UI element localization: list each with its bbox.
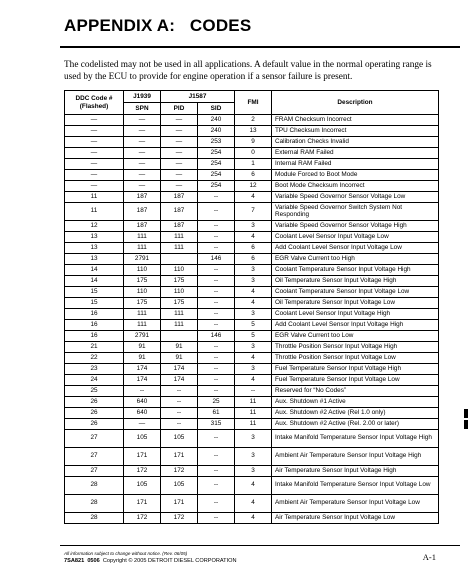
sid-cell: 25 <box>198 397 235 408</box>
ddc-cell: 15 <box>65 287 124 298</box>
description-cell: EGR Valve Current too Low <box>272 331 439 342</box>
description-cell: Calibration Checks Invalid <box>272 137 439 148</box>
description-cell: Throttle Position Sensor Input Voltage Low <box>272 353 439 364</box>
fmi-cell: 4 <box>235 287 272 298</box>
ddc-cell: 14 <box>65 276 124 287</box>
sid-cell: -- <box>198 320 235 331</box>
pid-cell: 187 <box>161 192 198 203</box>
sid-cell: -- <box>198 243 235 254</box>
codes-table <box>64 90 439 524</box>
description-cell: Module Forced to Boot Mode <box>272 170 439 181</box>
description-cell: Fuel Temperature Sensor Input Voltage High <box>272 364 439 375</box>
footnote: All information subject to change without notice. (Rev. 06/05) <box>64 551 188 556</box>
description-cell: Intake Manifold Temperature Sensor Input Voltage High <box>272 430 439 448</box>
pid-cell: 175 <box>161 276 198 287</box>
fmi-cell: 3 <box>235 448 272 466</box>
pid-cell: — <box>161 181 198 192</box>
ddc-cell: 27 <box>65 466 124 477</box>
table-row <box>65 419 439 430</box>
pid-cell: 91 <box>161 342 198 353</box>
header-ddc-code <box>65 91 124 115</box>
sid-cell: -- <box>198 448 235 466</box>
fmi-cell: 3 <box>235 342 272 353</box>
sid-cell: -- <box>198 265 235 276</box>
spn-cell: -- <box>124 386 161 397</box>
spn-cell: 171 <box>124 495 161 513</box>
description-cell: Aux. Shutdown #1 Active <box>272 397 439 408</box>
page-title <box>64 16 251 36</box>
spn-cell: 171 <box>124 448 161 466</box>
table-row <box>65 243 439 254</box>
spn-cell: 105 <box>124 477 161 495</box>
sid-cell: -- <box>198 466 235 477</box>
fmi-cell: 4 <box>235 353 272 364</box>
pid-cell: 171 <box>161 495 198 513</box>
ddc-cell: 26 <box>65 408 124 419</box>
spn-cell: 91 <box>124 353 161 364</box>
ddc-cell: 12 <box>65 221 124 232</box>
ddc-cell: — <box>65 137 124 148</box>
sid-cell: -- <box>198 192 235 203</box>
description-cell: Coolant Level Sensor Input Voltage Low <box>272 232 439 243</box>
sid-cell: 240 <box>198 126 235 137</box>
pid-cell: 110 <box>161 265 198 276</box>
header-description: Description <box>272 91 439 115</box>
header-sid: SID <box>198 103 235 115</box>
spn-cell: 110 <box>124 265 161 276</box>
header-ddc-line1: DDC Code # <box>75 95 113 102</box>
fmi-cell: 3 <box>235 265 272 276</box>
table-row <box>65 495 439 513</box>
sid-cell: -- <box>198 495 235 513</box>
ddc-cell: 26 <box>65 419 124 430</box>
fmi-cell: 1 <box>235 159 272 170</box>
table-row <box>65 126 439 137</box>
ddc-cell: 23 <box>65 364 124 375</box>
table-row <box>65 181 439 192</box>
fmi-cell: 3 <box>235 466 272 477</box>
description-cell: External RAM Failed <box>272 148 439 159</box>
sid-cell: -- <box>198 513 235 524</box>
spn-cell: 640 <box>124 397 161 408</box>
description-cell: Variable Speed Governor Switch System Not Responding <box>272 203 439 221</box>
description-cell: TPU Checksum Incorrect <box>272 126 439 137</box>
fmi-cell: 6 <box>235 243 272 254</box>
sid-cell: -- <box>198 287 235 298</box>
sid-cell: 254 <box>198 148 235 159</box>
description-cell: Internal RAM Failed <box>272 159 439 170</box>
ddc-cell: — <box>65 159 124 170</box>
header-j1939: J1939 <box>124 91 161 103</box>
ddc-cell: 13 <box>65 232 124 243</box>
table-row <box>65 513 439 524</box>
fmi-cell: 9 <box>235 137 272 148</box>
sid-cell: -- <box>198 430 235 448</box>
pid-cell <box>161 331 198 342</box>
sid-cell: 315 <box>198 419 235 430</box>
pid-cell: — <box>161 159 198 170</box>
spn-cell: — <box>124 115 161 126</box>
spn-cell: — <box>124 126 161 137</box>
spn-cell: 111 <box>124 320 161 331</box>
spn-cell: 175 <box>124 298 161 309</box>
spn-cell: — <box>124 170 161 181</box>
sid-cell: -- <box>198 375 235 386</box>
ddc-cell: 27 <box>65 448 124 466</box>
sid-cell: 253 <box>198 137 235 148</box>
fmi-cell: 11 <box>235 408 272 419</box>
fmi-cell: 13 <box>235 126 272 137</box>
fmi-cell: 4 <box>235 477 272 495</box>
header-j1587: J1587 <box>161 91 235 103</box>
table-row <box>65 364 439 375</box>
description-cell: Add Coolant Level Sensor Input Voltage Low <box>272 243 439 254</box>
sid-cell: -- <box>198 203 235 221</box>
spn-cell: — <box>124 159 161 170</box>
ddc-cell: 21 <box>65 342 124 353</box>
pid-cell: 172 <box>161 513 198 524</box>
sid-cell: 254 <box>198 159 235 170</box>
appendix-subject: CODES <box>189 16 252 35</box>
ddc-cell: 24 <box>65 375 124 386</box>
pid-cell: -- <box>161 386 198 397</box>
description-cell: Air Temperature Sensor Input Voltage Low <box>272 513 439 524</box>
sid-cell: 254 <box>198 181 235 192</box>
ddc-cell: 11 <box>65 192 124 203</box>
table-row <box>65 276 439 287</box>
fmi-cell: 3 <box>235 430 272 448</box>
pid-cell: 175 <box>161 298 198 309</box>
sid-cell: -- <box>198 353 235 364</box>
spn-cell: 91 <box>124 342 161 353</box>
ddc-cell: 28 <box>65 513 124 524</box>
description-cell: EGR Valve Current too High <box>272 254 439 265</box>
description-cell: Aux. Shutdown #2 Active (Rel. 2.00 or later) <box>272 419 439 430</box>
description-cell: FRAM Checksum Incorrect <box>272 115 439 126</box>
pid-cell: — <box>161 148 198 159</box>
pid-cell: — <box>161 115 198 126</box>
ddc-cell: — <box>65 170 124 181</box>
ddc-cell: 16 <box>65 309 124 320</box>
description-cell: Variable Speed Governor Sensor Voltage High <box>272 221 439 232</box>
sid-cell: -- <box>198 309 235 320</box>
ddc-cell: — <box>65 115 124 126</box>
appendix-title: APPENDIX A: <box>64 16 176 35</box>
pid-cell: -- <box>161 419 198 430</box>
ddc-cell: 16 <box>65 331 124 342</box>
description-cell: Aux. Shutdown #2 Active (Rel 1.0 only) <box>272 408 439 419</box>
fmi-cell: 3 <box>235 309 272 320</box>
pid-cell: 111 <box>161 232 198 243</box>
pid-cell: 105 <box>161 477 198 495</box>
sid-cell: -- <box>198 342 235 353</box>
document-line <box>64 558 237 564</box>
header-pid: PID <box>161 103 198 115</box>
table-row <box>65 320 439 331</box>
spn-cell: 111 <box>124 232 161 243</box>
table-row <box>65 448 439 466</box>
fmi-cell: 3 <box>235 221 272 232</box>
sid-cell: -- <box>198 477 235 495</box>
description-cell: Ambient Air Temperature Sensor Input Voltage High <box>272 448 439 466</box>
table-row <box>65 221 439 232</box>
pid-cell: 91 <box>161 353 198 364</box>
ddc-cell: 14 <box>65 265 124 276</box>
table-row <box>65 148 439 159</box>
pid-cell: -- <box>161 408 198 419</box>
ddc-cell: 28 <box>65 495 124 513</box>
table-row <box>65 192 439 203</box>
fmi-cell: 11 <box>235 419 272 430</box>
spn-cell: 110 <box>124 287 161 298</box>
pid-cell: 174 <box>161 364 198 375</box>
fmi-cell: 4 <box>235 495 272 513</box>
table-row <box>65 477 439 495</box>
header-fmi: FMI <box>235 91 272 115</box>
fmi-cell: 0 <box>235 148 272 159</box>
sid-cell: -- <box>198 232 235 243</box>
header-spn: SPN <box>124 103 161 115</box>
ddc-cell: 16 <box>65 320 124 331</box>
spn-cell: 172 <box>124 466 161 477</box>
pid-cell: -- <box>161 397 198 408</box>
fmi-cell: 7 <box>235 203 272 221</box>
pid-cell: — <box>161 126 198 137</box>
pid-cell: 187 <box>161 203 198 221</box>
ddc-cell: 22 <box>65 353 124 364</box>
table-row <box>65 232 439 243</box>
spn-cell: 172 <box>124 513 161 524</box>
spn-cell: — <box>124 148 161 159</box>
table-row <box>65 287 439 298</box>
ddc-cell: — <box>65 126 124 137</box>
fmi-cell: 4 <box>235 192 272 203</box>
header-ddc-line2: (Flashed) <box>79 102 109 110</box>
fmi-cell: -- <box>235 386 272 397</box>
sid-cell: -- <box>198 364 235 375</box>
table-row <box>65 298 439 309</box>
fmi-cell: 5 <box>235 320 272 331</box>
pid-cell: 187 <box>161 221 198 232</box>
pid-cell: 171 <box>161 448 198 466</box>
sid-cell: 254 <box>198 170 235 181</box>
sid-cell: 146 <box>198 254 235 265</box>
fmi-cell: 11 <box>235 397 272 408</box>
table-row <box>65 342 439 353</box>
pid-cell: — <box>161 170 198 181</box>
pid-cell <box>161 254 198 265</box>
fmi-cell: 4 <box>235 513 272 524</box>
spn-cell: 111 <box>124 309 161 320</box>
fmi-cell: 3 <box>235 276 272 287</box>
ddc-cell: — <box>65 148 124 159</box>
table-row <box>65 203 439 221</box>
table-row <box>65 430 439 448</box>
table-row <box>65 159 439 170</box>
table-row <box>65 115 439 126</box>
fmi-cell: 6 <box>235 254 272 265</box>
spn-cell: 105 <box>124 430 161 448</box>
sid-cell: 61 <box>198 408 235 419</box>
fmi-cell: 12 <box>235 181 272 192</box>
spn-cell: 187 <box>124 192 161 203</box>
description-cell: Ambient Air Temperature Sensor Input Voltage Low <box>272 495 439 513</box>
pid-cell: 111 <box>161 309 198 320</box>
table-row <box>65 137 439 148</box>
description-cell: Throttle Position Sensor Input Voltage High <box>272 342 439 353</box>
sid-cell: -- <box>198 298 235 309</box>
sid-cell: -- <box>198 386 235 397</box>
fmi-cell: 3 <box>235 364 272 375</box>
table-row <box>65 466 439 477</box>
table-row <box>65 170 439 181</box>
table-row <box>65 353 439 364</box>
pid-cell: 172 <box>161 466 198 477</box>
spn-cell: 640 <box>124 408 161 419</box>
intro-paragraph: The codelisted may not be used in all applications. A default value in the normal operating range is used by the ECU to provide for engine operation if a sensor failure is present. <box>64 60 432 82</box>
description-cell: Variable Speed Governor Sensor Voltage Low <box>272 192 439 203</box>
ddc-cell: 13 <box>65 243 124 254</box>
spn-cell: 175 <box>124 276 161 287</box>
code-rows <box>65 115 439 524</box>
table-row <box>65 386 439 397</box>
copyright: Copyright © 2005 DETROIT DIESEL CORPORATION <box>102 558 237 564</box>
spn-cell: — <box>124 419 161 430</box>
footer-rule <box>60 545 460 546</box>
sid-cell: -- <box>198 221 235 232</box>
pid-cell: 105 <box>161 430 198 448</box>
ddc-cell: 11 <box>65 203 124 221</box>
page-number: A-1 <box>422 552 436 562</box>
description-cell: Oil Temperature Sensor Input Voltage High <box>272 276 439 287</box>
pid-cell: 111 <box>161 243 198 254</box>
ddc-cell: 25 <box>65 386 124 397</box>
spn-cell: 187 <box>124 203 161 221</box>
pid-cell: 111 <box>161 320 198 331</box>
description-cell: Coolant Temperature Sensor Input Voltage High <box>272 265 439 276</box>
pid-cell: — <box>161 137 198 148</box>
sid-cell: 240 <box>198 115 235 126</box>
sid-cell: -- <box>198 276 235 287</box>
spn-cell: 111 <box>124 243 161 254</box>
description-cell: Boot Mode Checksum Incorrect <box>272 181 439 192</box>
fmi-cell: 4 <box>235 298 272 309</box>
revision-change-bar <box>464 409 468 418</box>
fmi-cell: 6 <box>235 170 272 181</box>
ddc-cell: 27 <box>65 430 124 448</box>
ddc-cell: 26 <box>65 397 124 408</box>
table-row <box>65 254 439 265</box>
spn-cell: 2791 <box>124 254 161 265</box>
spn-cell: 2791 <box>124 331 161 342</box>
description-cell: Reserved for “No Codes” <box>272 386 439 397</box>
table-row <box>65 265 439 276</box>
description-cell: Oil Temperature Sensor Input Voltage Low <box>272 298 439 309</box>
spn-cell: 187 <box>124 221 161 232</box>
fmi-cell: 4 <box>235 232 272 243</box>
table-row <box>65 397 439 408</box>
fmi-cell: 5 <box>235 331 272 342</box>
fmi-cell: 2 <box>235 115 272 126</box>
spn-cell: 174 <box>124 375 161 386</box>
spn-cell: 174 <box>124 364 161 375</box>
pid-cell: 174 <box>161 375 198 386</box>
description-cell: Fuel Temperature Sensor Input Voltage Low <box>272 375 439 386</box>
description-cell: Coolant Temperature Sensor Input Voltage Low <box>272 287 439 298</box>
description-cell: Air Temperature Sensor Input Voltage High <box>272 466 439 477</box>
table-row <box>65 408 439 419</box>
doc-number: 7SA821 0506 <box>64 558 100 564</box>
ddc-cell: 15 <box>65 298 124 309</box>
spn-cell: — <box>124 137 161 148</box>
sid-cell: 146 <box>198 331 235 342</box>
table-row <box>65 309 439 320</box>
ddc-cell: 13 <box>65 254 124 265</box>
table-row <box>65 331 439 342</box>
table-row <box>65 375 439 386</box>
ddc-cell: — <box>65 181 124 192</box>
description-cell: Add Coolant Level Sensor Input Voltage High <box>272 320 439 331</box>
description-cell: Coolant Level Sensor Input Voltage High <box>272 309 439 320</box>
fmi-cell: 4 <box>235 375 272 386</box>
ddc-cell: 28 <box>65 477 124 495</box>
pid-cell: 110 <box>161 287 198 298</box>
revision-change-bar <box>464 420 468 429</box>
title-rule <box>60 46 460 48</box>
spn-cell: — <box>124 181 161 192</box>
description-cell: Intake Manifold Temperature Sensor Input Voltage Low <box>272 477 439 495</box>
